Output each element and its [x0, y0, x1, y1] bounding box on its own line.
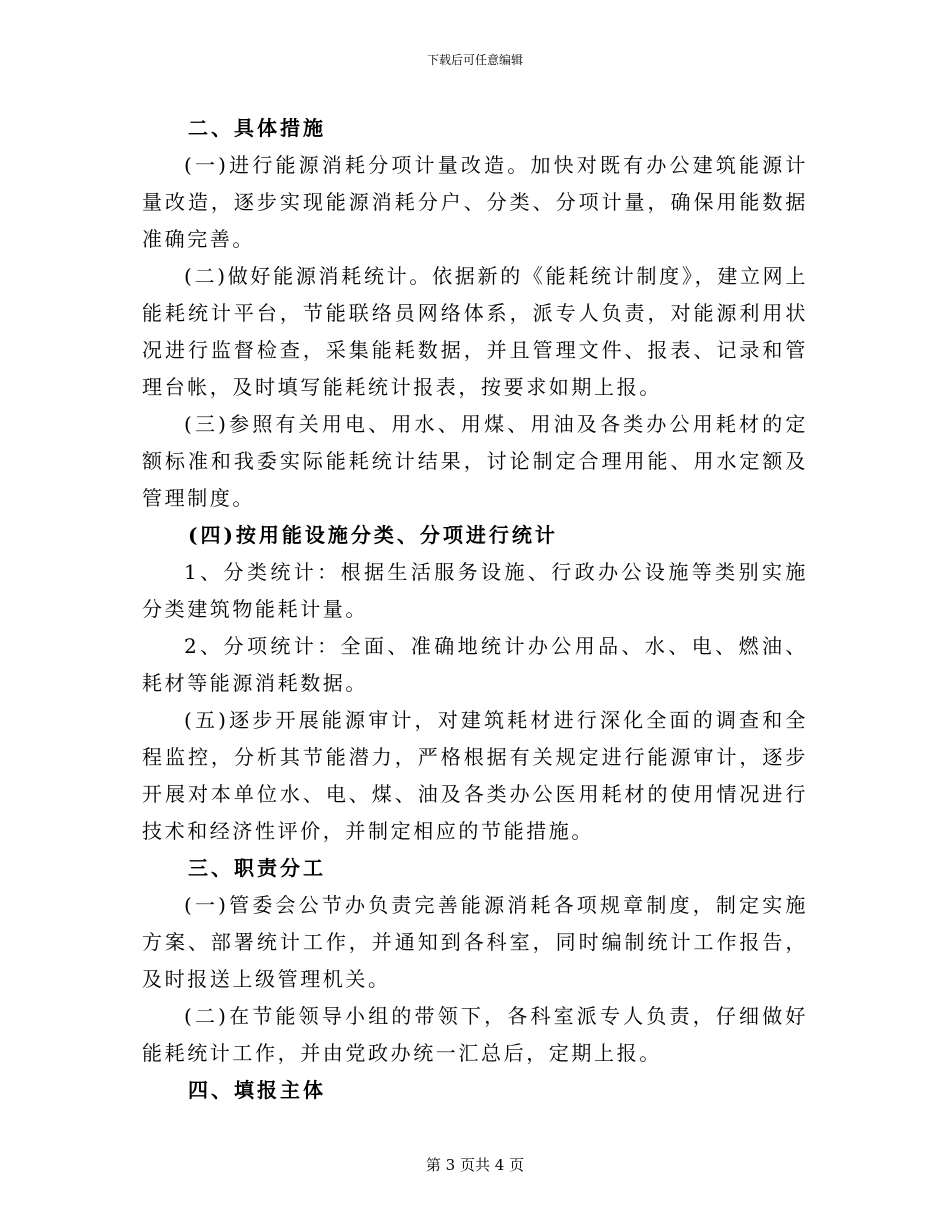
paragraph: (一)进行能源消耗分项计量改造。加快对既有办公建筑能源计量改造，逐步实现能源消耗分户、分类、分项计量，确保用能数据准确完善。: [142, 153, 808, 251]
paragraph: (一)管委会公节办负责完善能源消耗各项规章制度，制定实施方案、部署统计工作，并通知到各科室，同时编制统计工作报告，及时报送上级管理机关。: [142, 893, 808, 991]
section-heading: 四、填报主体: [188, 1078, 326, 1102]
section-heading: 二、具体措施: [188, 116, 326, 140]
paragraph: 1、分类统计：根据生活服务设施、行政办公设施等类别实施分类建筑物能耗计量。: [142, 560, 808, 621]
subsection-heading: (四)按用能设施分类、分项进行统计: [188, 523, 558, 547]
paragraph: 2、分项统计：全面、准确地统计办公用品、水、电、燃油、耗材等能源消耗数据。: [142, 634, 808, 695]
page-header: 下载后可任意编辑: [426, 53, 523, 67]
paragraph: (五)逐步开展能源审计，对建筑耗材进行深化全面的调查和全程监控，分析其节能潜力，严格根据有关规定进行能源审计，逐步开展对本单位水、电、煤、油及各类办公医用耗材的使用情况进行技术和经济性评价，并制定相应的节能措施。: [142, 708, 808, 843]
page-footer: 第 3 页共 4 页: [425, 1156, 525, 1174]
section-heading: 三、职责分工: [188, 856, 326, 880]
paragraph: (三)参照有关用电、用水、用煤、用油及各类办公用耗材的定额标准和我委实际能耗统计结果，讨论制定合理用能、用水定额及管理制度。: [142, 412, 808, 510]
document-body: [142, 110, 808, 1109]
paragraph: (二)做好能源消耗统计。依据新的《能耗统计制度》，建立网上能耗统计平台，节能联络员网络体系，派专人负责，对能源利用状况进行监督检查，采集能耗数据，并且管理文件、报表、记录和管理台帐，及时填写能耗统计报表，按要求如期上报。: [142, 264, 808, 399]
paragraph: (二)在节能领导小组的带领下，各科室派专人负责，仔细做好能耗统计工作，并由党政办统一汇总后，定期上报。: [142, 1004, 808, 1065]
